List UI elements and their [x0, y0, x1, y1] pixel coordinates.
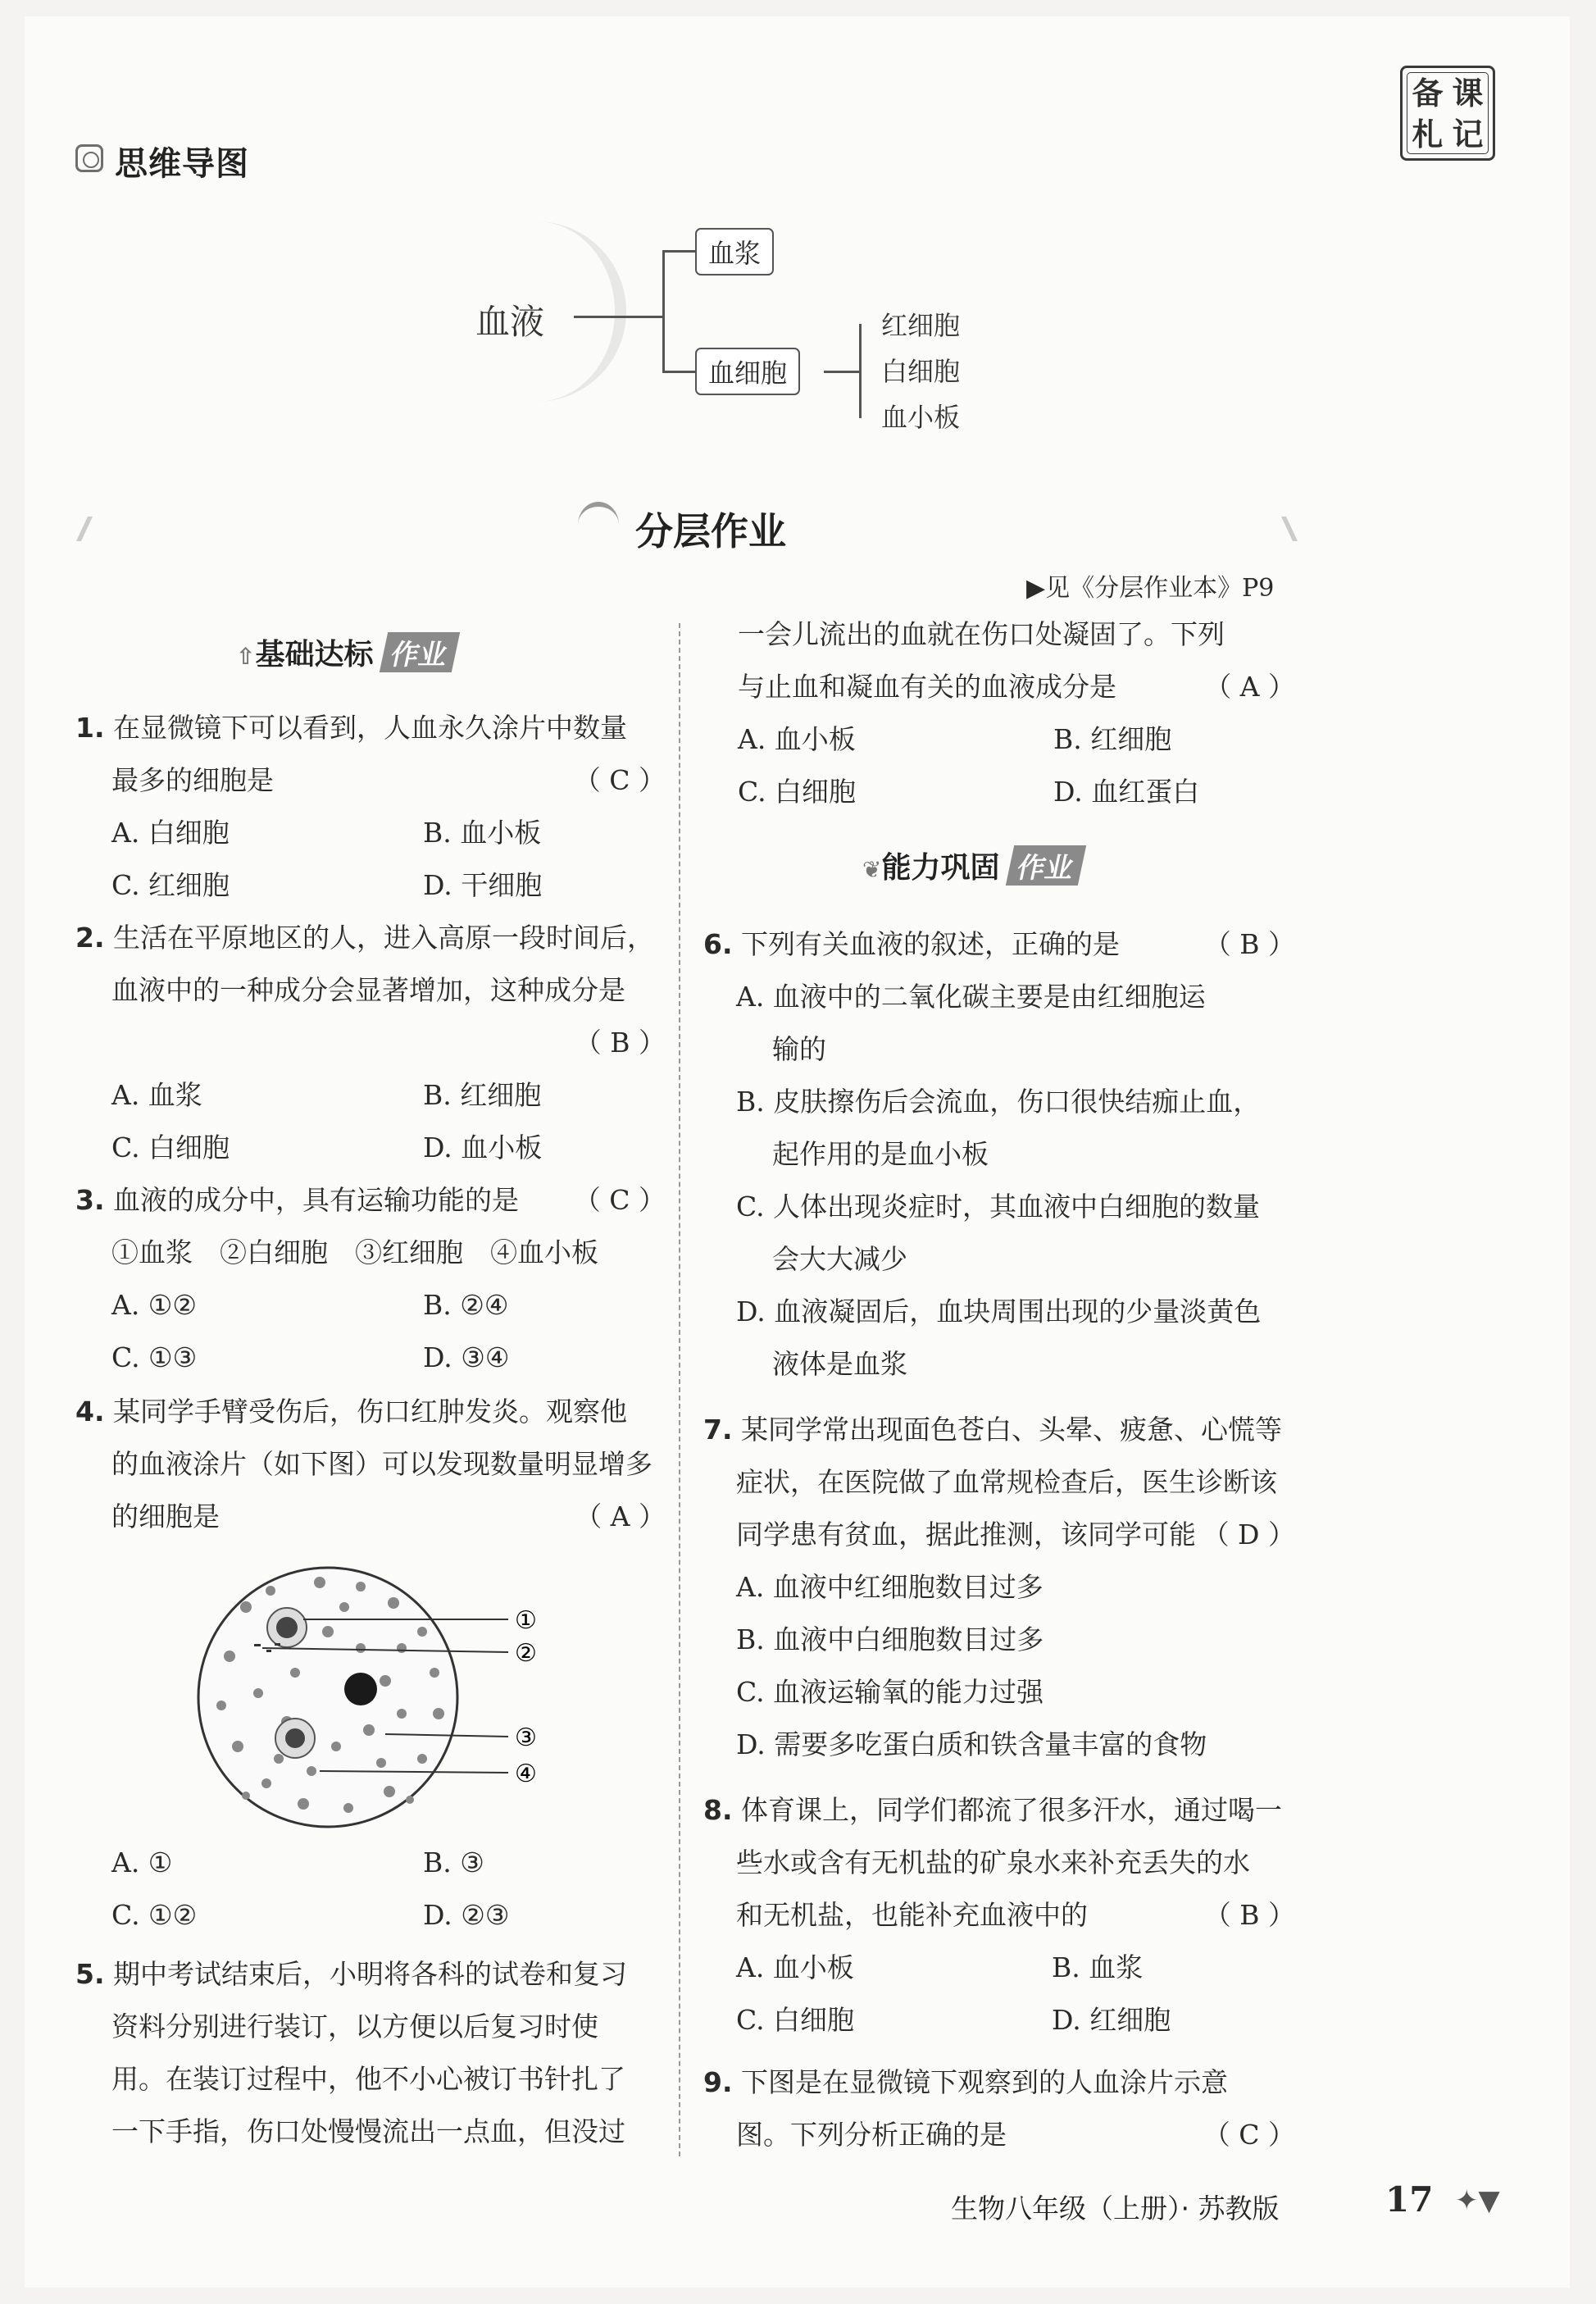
- option-b: B. 皮肤擦伤后会流血，伤口很快结痂止血，: [736, 1086, 1261, 1118]
- answer-mark: （ C ）: [1203, 2119, 1295, 2151]
- option-b: B. 血浆: [1052, 1951, 1144, 1983]
- question-text: 下图是在显微镜下观察到的人血涂片示意: [741, 2066, 1228, 2098]
- option-d: D. 血小板: [423, 1132, 543, 1163]
- question-8: [703, 1784, 1295, 2047]
- stamp-char: 札: [1412, 116, 1444, 153]
- mindmap-node-blood-cells: 血细胞: [695, 348, 800, 395]
- option-c: C. 人体出现炎症时，其血液中白细胞的数量: [736, 1191, 1261, 1223]
- answer-mark: （ A ）: [575, 1500, 666, 1532]
- footer-book-info: 生物八年级（上册）· 苏教版: [951, 2192, 1280, 2224]
- question-7: [703, 1404, 1295, 1771]
- question-text: 一下手指，伤口处慢慢流出一点血，但没过: [111, 2115, 625, 2147]
- question-text: 同学患有贫血，据此推测，该同学可能: [736, 1519, 1196, 1550]
- question-text: 在显微镜下可以看到，人血永久涂片中数量: [113, 712, 627, 744]
- basic-section-heading: [236, 631, 456, 673]
- question-text: 些水或含有无机盐的矿泉水来补充丢失的水: [736, 1846, 1250, 1878]
- question-2: [75, 912, 666, 1174]
- question-text: 某同学手臂受伤后，伤口红肿发炎。观察他: [113, 1396, 627, 1427]
- option-c: C. 红细胞: [111, 869, 230, 901]
- option-d: 液体是血浆: [772, 1348, 907, 1380]
- option-d: D. 红细胞: [1052, 2004, 1171, 2036]
- question-number: 2.: [75, 922, 105, 954]
- option-d: D. ③④: [423, 1341, 510, 1373]
- option-a: A. ①②: [111, 1289, 197, 1321]
- ability-section-label: 能力巩固: [881, 851, 1000, 885]
- question-text: 的细胞是: [111, 1500, 220, 1532]
- question-text: 一会儿流出的血就在伤口处凝固了。下列: [738, 618, 1225, 650]
- stamp-char: 课: [1452, 75, 1484, 112]
- homework-tag: 作业: [1006, 845, 1086, 886]
- answer-mark: （ B ）: [574, 1027, 666, 1059]
- question-text: 某同学常出现面色苍白、头晕、疲惫、心慌等: [741, 1414, 1282, 1446]
- option-b: B. 红细胞: [1053, 723, 1172, 755]
- column-divider: [679, 623, 680, 2156]
- question-text: 体育课上，同学们都流了很多汗水，通过喝一: [741, 1794, 1282, 1826]
- option-d: D. ②③: [423, 1899, 510, 1931]
- basic-section-label: 基础达标: [255, 638, 374, 672]
- option-b: B. ③: [423, 1846, 484, 1878]
- question-text: 血液中的一种成分会显著增加，这种成分是: [111, 974, 625, 1006]
- mindmap-connector: [662, 250, 665, 373]
- option-b: 起作用的是血小板: [772, 1138, 989, 1170]
- answer-mark: （ C ）: [573, 764, 666, 796]
- question-text: 血液的成分中，具有运输功能的是: [113, 1184, 519, 1216]
- question-number: 5.: [75, 1958, 105, 1990]
- question-text: 资料分别进行装订，以方便以后复习时使: [111, 2010, 598, 2042]
- answer-mark: （ B ）: [1203, 928, 1295, 960]
- option-a: A. 血小板: [738, 723, 856, 755]
- question-5: [75, 1948, 666, 2158]
- mindmap-connector: [859, 324, 862, 418]
- option-d: D. 血红蛋白: [1053, 776, 1200, 808]
- banner-swoosh: [578, 502, 619, 548]
- microscope-field: [198, 1568, 457, 1827]
- option-a: A. ①: [111, 1846, 173, 1878]
- section-title: 分层作业: [635, 509, 786, 553]
- star-decoration-icon: ✦▼: [1455, 2184, 1500, 2217]
- option-a: 输的: [772, 1033, 826, 1065]
- mindmap-leaf: 红细胞: [881, 310, 961, 341]
- question-number: 4.: [75, 1396, 105, 1427]
- answer-mark: （ B ）: [1203, 1899, 1295, 1931]
- option-d: D. 血液凝固后，血块周围出现的少量淡黄色: [736, 1295, 1262, 1327]
- mindmap-connector: [824, 371, 861, 373]
- option-c: C. 白细胞: [738, 776, 857, 808]
- question-4-options: [111, 1837, 669, 1942]
- question-9: [703, 2056, 1295, 2161]
- question-text: ①血浆 ②白细胞 ③红细胞 ④血小板: [111, 1236, 598, 1268]
- question-number: 6.: [703, 928, 733, 960]
- mindmap-connector: [662, 371, 697, 373]
- option-a: A. 白细胞: [111, 817, 230, 849]
- option-a: A. 血液中红细胞数目过多: [736, 1571, 1044, 1603]
- mindmap-root: 血液: [475, 302, 545, 342]
- homework-tag: 作业: [380, 632, 460, 672]
- workbook-reference: ▶见《分层作业本》P9: [1026, 574, 1275, 603]
- option-a: A. 血液中的二氧化碳主要是由红细胞运: [736, 981, 1206, 1013]
- question-text: 图。下列分析正确的是: [736, 2119, 1007, 2151]
- question-1: [75, 702, 666, 912]
- option-b: B. 血小板: [423, 817, 542, 849]
- option-c: C. 白细胞: [111, 1132, 230, 1163]
- mindmap-connector: [574, 316, 664, 318]
- question-number: 7.: [703, 1414, 733, 1446]
- question-text: 期中考试结束后，小明将各科的试卷和复习: [113, 1958, 627, 1990]
- workbook-reference-text: 见《分层作业本》P9: [1045, 574, 1275, 603]
- mindmap-leaf: 血小板: [881, 402, 961, 433]
- mindmap-icon: [75, 144, 103, 172]
- blood-smear-figure: [197, 1558, 590, 1837]
- option-c: C. 血液运输氧的能力过强: [736, 1676, 1044, 1708]
- stamp-char: 备: [1412, 75, 1444, 112]
- question-number: 1.: [75, 712, 105, 744]
- question-text: 症状，在医院做了血常规检查后，医生诊断该: [736, 1466, 1277, 1498]
- ability-section-heading: [862, 845, 1082, 886]
- question-text: 最多的细胞是: [111, 764, 274, 796]
- answer-mark: （ A ）: [1204, 671, 1295, 703]
- answer-mark: （ D ）: [1202, 1519, 1295, 1550]
- question-text: 和无机盐，也能补充血液中的: [736, 1899, 1088, 1931]
- question-6: [703, 918, 1295, 1391]
- question-3: [75, 1174, 666, 1384]
- option-d: D. 需要多吃蛋白质和铁含量丰富的食物: [736, 1728, 1207, 1760]
- large-cell: [344, 1673, 377, 1705]
- answer-mark: （ C ）: [573, 1184, 666, 1216]
- arrow-up-icon: ⇧: [236, 643, 256, 670]
- question-text: 的血液涂片（如下图）可以发现数量明显增多: [111, 1448, 652, 1480]
- page-number: 17: [1385, 2179, 1434, 2220]
- question-text: 用。在装订过程中，他不小心被订书针扎了: [111, 2063, 625, 2095]
- option-a: A. 血浆: [111, 1079, 202, 1111]
- option-c: C. 白细胞: [736, 2004, 855, 2036]
- option-c: 会大大减少: [772, 1243, 907, 1275]
- option-b: B. ②④: [423, 1289, 509, 1321]
- question-text: 与止血和凝血有关的血液成分是: [738, 671, 1116, 703]
- option-b: B. 红细胞: [423, 1079, 542, 1111]
- mindmap-connector: [662, 250, 697, 253]
- option-a: A. 血小板: [736, 1951, 854, 1983]
- option-b: B. 血液中白细胞数目过多: [736, 1623, 1044, 1655]
- leaf-icon: ❦: [862, 856, 882, 883]
- option-c: C. ①②: [111, 1899, 198, 1931]
- question-number: 9.: [703, 2066, 733, 2098]
- option-c: C. ①③: [111, 1341, 198, 1373]
- figure-label: ②: [515, 1639, 537, 1668]
- stamp-char: 记: [1452, 116, 1484, 153]
- question-text: 生活在平原地区的人，进入高原一段时间后，: [113, 922, 654, 954]
- mindmap-title: 思维导图: [115, 145, 249, 183]
- figure-label: ①: [515, 1606, 537, 1635]
- figure-label: ④: [515, 1760, 537, 1788]
- question-5-continued: [738, 608, 1295, 818]
- figure-label: ③: [515, 1723, 537, 1752]
- question-number: 3.: [75, 1184, 105, 1216]
- question-4: [75, 1386, 666, 1543]
- mindmap-node-plasma: 血浆: [695, 228, 774, 275]
- mindmap-leaf: 白细胞: [881, 356, 961, 387]
- question-number: 8.: [703, 1794, 733, 1826]
- lesson-notes-stamp: [1400, 66, 1495, 161]
- question-text: 下列有关血液的叙述，正确的是: [741, 928, 1120, 960]
- option-d: D. 干细胞: [423, 869, 543, 901]
